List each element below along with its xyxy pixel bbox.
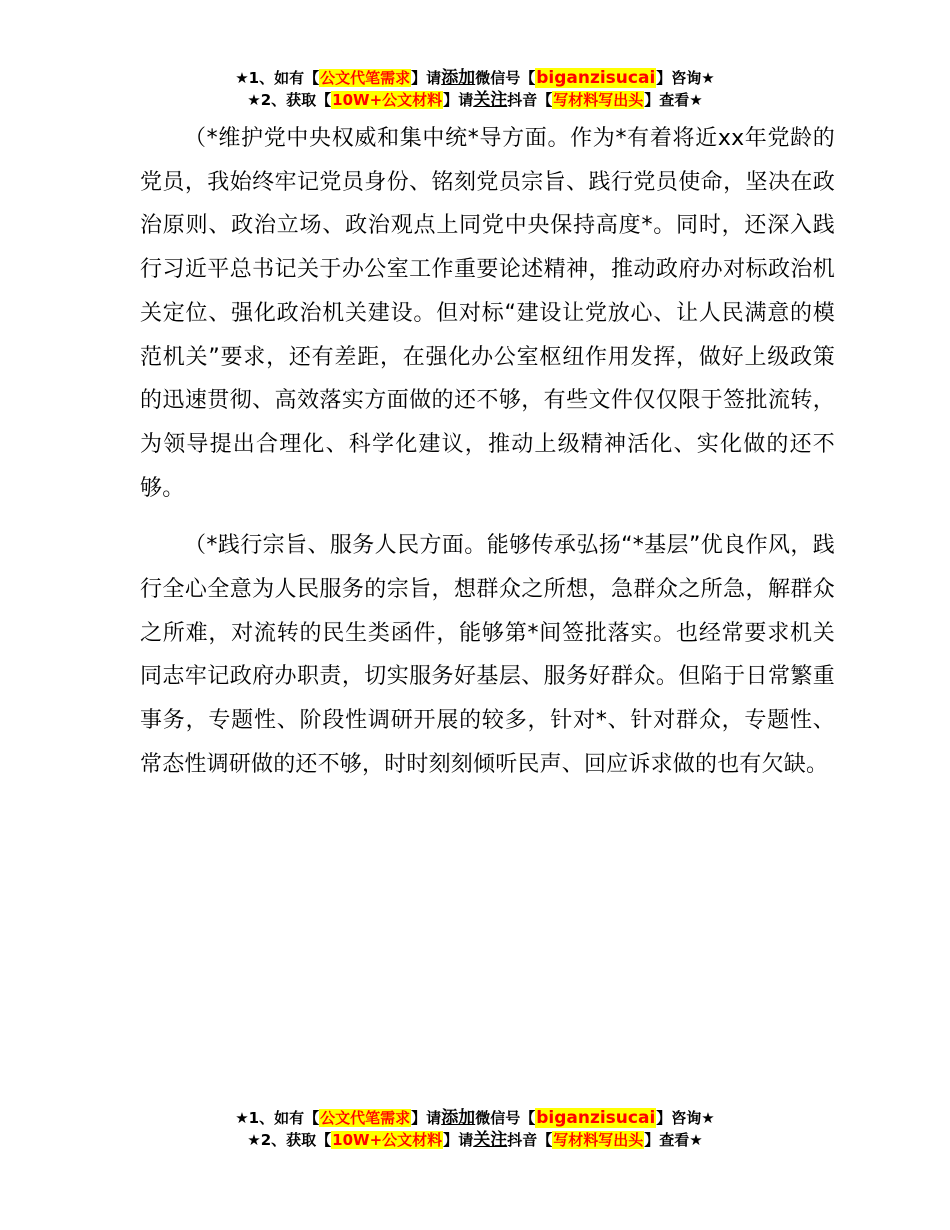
header-line-1-highlight-wechat: biganzisucai <box>536 68 656 88</box>
header-line-2-bracket-open-2: 【 <box>537 91 553 109</box>
footer-line-1-bracket-close-2: 】 <box>656 1109 672 1127</box>
header-line-2-please: 请 <box>458 91 474 109</box>
header-line-2-bracket-open: 【 <box>316 91 332 109</box>
header-line-1-tail: 咨询★ <box>671 69 715 87</box>
footer-line-2-prefix: ★2、获取 <box>247 1131 317 1149</box>
footer-line-2-bracket-close: 】 <box>443 1131 459 1149</box>
header-line-2-highlight-douyin: 写材料写出头 <box>553 91 644 109</box>
paragraph-party-authority: （*维护党中央权威和集中统*导方面。作为*有着将近xx年党龄的党员，我始终牢记党员身份、铭刻党员宗旨、践行党员使命，坚决在政治原则、政治立场、政治观点上同党中央保持高度*。同时，还深入践行习近平总书记关于办公室工作重要论述精神，推动政府办对标政治机关定位、强化政治机关建设。但对标“建设让党放心、让人民满意的模范机关”要求，还有差距，在强化办公室枢纽作用发挥，做好上级政策的迅速贯彻、高效落实方面做的还不够，有些文件仅仅限于签批流转，为领导提出合理化、科学化建议，推动上级精神活化、实化做的还不够。 <box>140 126 835 501</box>
header-line-1-mid: 微信号 <box>475 69 521 87</box>
footer-line-2 <box>0 1129 950 1151</box>
header-line-1-bracket-open-2: 【 <box>520 69 536 87</box>
header-line-1-bracket-close: 】 <box>411 69 427 87</box>
footer-line-2-please: 请 <box>458 1131 474 1149</box>
header-line-1-prefix: ★1、如有 <box>235 69 305 87</box>
footer-line-2-bracket-close-2: 】 <box>644 1131 660 1149</box>
header-line-1-please: 请 <box>426 69 442 87</box>
document-body <box>140 117 835 787</box>
header-line-2-prefix: ★2、获取 <box>247 91 317 109</box>
footer-line-1-prefix: ★1、如有 <box>235 1109 305 1127</box>
footer-line-1-please: 请 <box>426 1109 442 1127</box>
footer-line-2-tail: 查看★ <box>659 1131 703 1149</box>
footer-line-1 <box>0 1107 950 1129</box>
footer-line-2-underlined: 关注 <box>473 1130 508 1150</box>
header-line-2-bracket-close: 】 <box>443 91 459 109</box>
header-line-2 <box>0 89 950 111</box>
header-line-2-highlight-materials: 10W+公文材料 <box>332 91 443 109</box>
footer-line-2-highlight-douyin: 写材料写出头 <box>553 1131 644 1149</box>
footer-line-1-highlight-wechat: biganzisucai <box>536 1108 656 1128</box>
footer-line-1-bracket-open: 【 <box>304 1109 320 1127</box>
header-line-2-bracket-close-2: 】 <box>644 91 660 109</box>
header-line-2-tail: 查看★ <box>659 91 703 109</box>
footer-line-2-highlight-materials: 10W+公文材料 <box>332 1131 443 1149</box>
header-line-1-bracket-close-2: 】 <box>656 69 672 87</box>
header-line-2-underlined: 关注 <box>473 90 508 110</box>
header-line-1-underlined: 添加 <box>441 68 476 88</box>
footer-line-1-highlight-service: 公文代笔需求 <box>320 1109 411 1127</box>
footer-line-1-tail: 咨询★ <box>671 1109 715 1127</box>
header-line-1-bracket-open: 【 <box>304 69 320 87</box>
footer-line-2-bracket-open-2: 【 <box>537 1131 553 1149</box>
footer-line-1-mid: 微信号 <box>475 1109 521 1127</box>
header-banner <box>0 67 950 111</box>
footer-line-1-bracket-close: 】 <box>411 1109 427 1127</box>
header-line-1 <box>0 67 950 89</box>
header-line-1-highlight-service: 公文代笔需求 <box>320 69 411 87</box>
footer-line-2-bracket-open: 【 <box>316 1131 332 1149</box>
header-line-2-mid: 抖音 <box>507 91 538 109</box>
footer-line-2-mid: 抖音 <box>507 1131 538 1149</box>
footer-banner <box>0 1107 950 1151</box>
footer-line-1-bracket-open-2: 【 <box>520 1109 536 1127</box>
footer-line-1-underlined: 添加 <box>441 1108 476 1128</box>
paragraph-serve-people: （*践行宗旨、服务人民方面。能够传承弘扬“*基层”优良作风，践行全心全意为人民服务的宗旨，想群众之所想，急群众之所急，解群众之所难，对流转的民生类函件，能够第*间签批落实。也经常要求机关同志牢记政府办职责，切实服务好基层、服务好群众。但陷于日常繁重事务，专题性、阶段性调研开展的较多，针对*、针对群众，专题性、常态性调研做的还不够，时时刻刻倾听民声、回应诉求做的也有欠缺。 <box>140 533 835 777</box>
